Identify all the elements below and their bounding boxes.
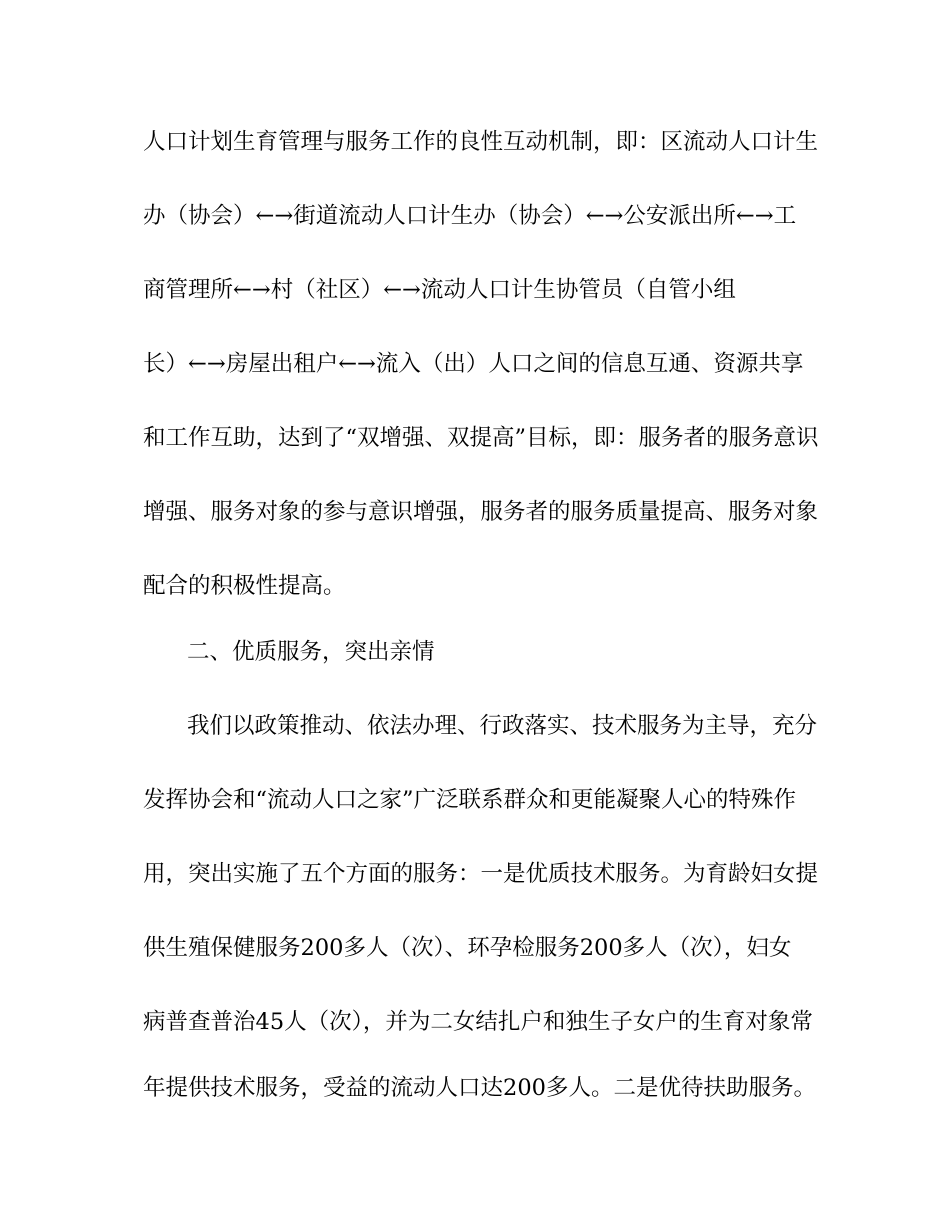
paragraph-line-5: 和工作互助，达到了“双增强、双提高”目标，即：服务者的服务意识: [143, 425, 819, 451]
paragraph-line-11: 用，突出实施了五个方面的服务：一是优质技术服务。为育龄妇女提: [143, 861, 819, 887]
paragraph-line-6: 增强、服务对象的参与意识增强，服务者的服务质量提高、服务对象: [143, 499, 819, 525]
paragraph-line-12: 供生殖保健服务200多人（次）、环孕检服务200多人（次），妇女: [143, 935, 792, 961]
paragraph-line-10: 发挥协会和“流动人口之家”广泛联系群众和更能凝聚人心的特殊作: [143, 787, 797, 813]
paragraph-line-4: 长）←→房屋出租户←→流入（出）人口之间的信息互通、资源共享: [143, 351, 804, 377]
paragraph-line-9: 我们以政策推动、依法办理、行政落实、技术服务为主导，充分: [187, 713, 818, 739]
paragraph-line-1: 人口计划生育管理与服务工作的良性互动机制，即：区流动人口计生: [143, 129, 819, 155]
section-heading: 二、优质服务，突出亲情: [187, 639, 435, 665]
paragraph-line-7: 配合的积极性提高。: [143, 573, 346, 599]
paragraph-line-13: 病普查普治45人（次），并为二女结扎户和独生子女户的生育对象常: [143, 1009, 813, 1035]
paragraph-line-3: 商管理所←→村（社区）←→流动人口计生协管员（自管小组: [143, 277, 736, 303]
paragraph-line-2: 办（协会）←→街道流动人口计生办（协会）←→公安派出所←→工: [143, 203, 797, 229]
paragraph-line-14: 年提供技术服务，受益的流动人口达200多人。二是优待扶助服务。: [143, 1075, 816, 1101]
